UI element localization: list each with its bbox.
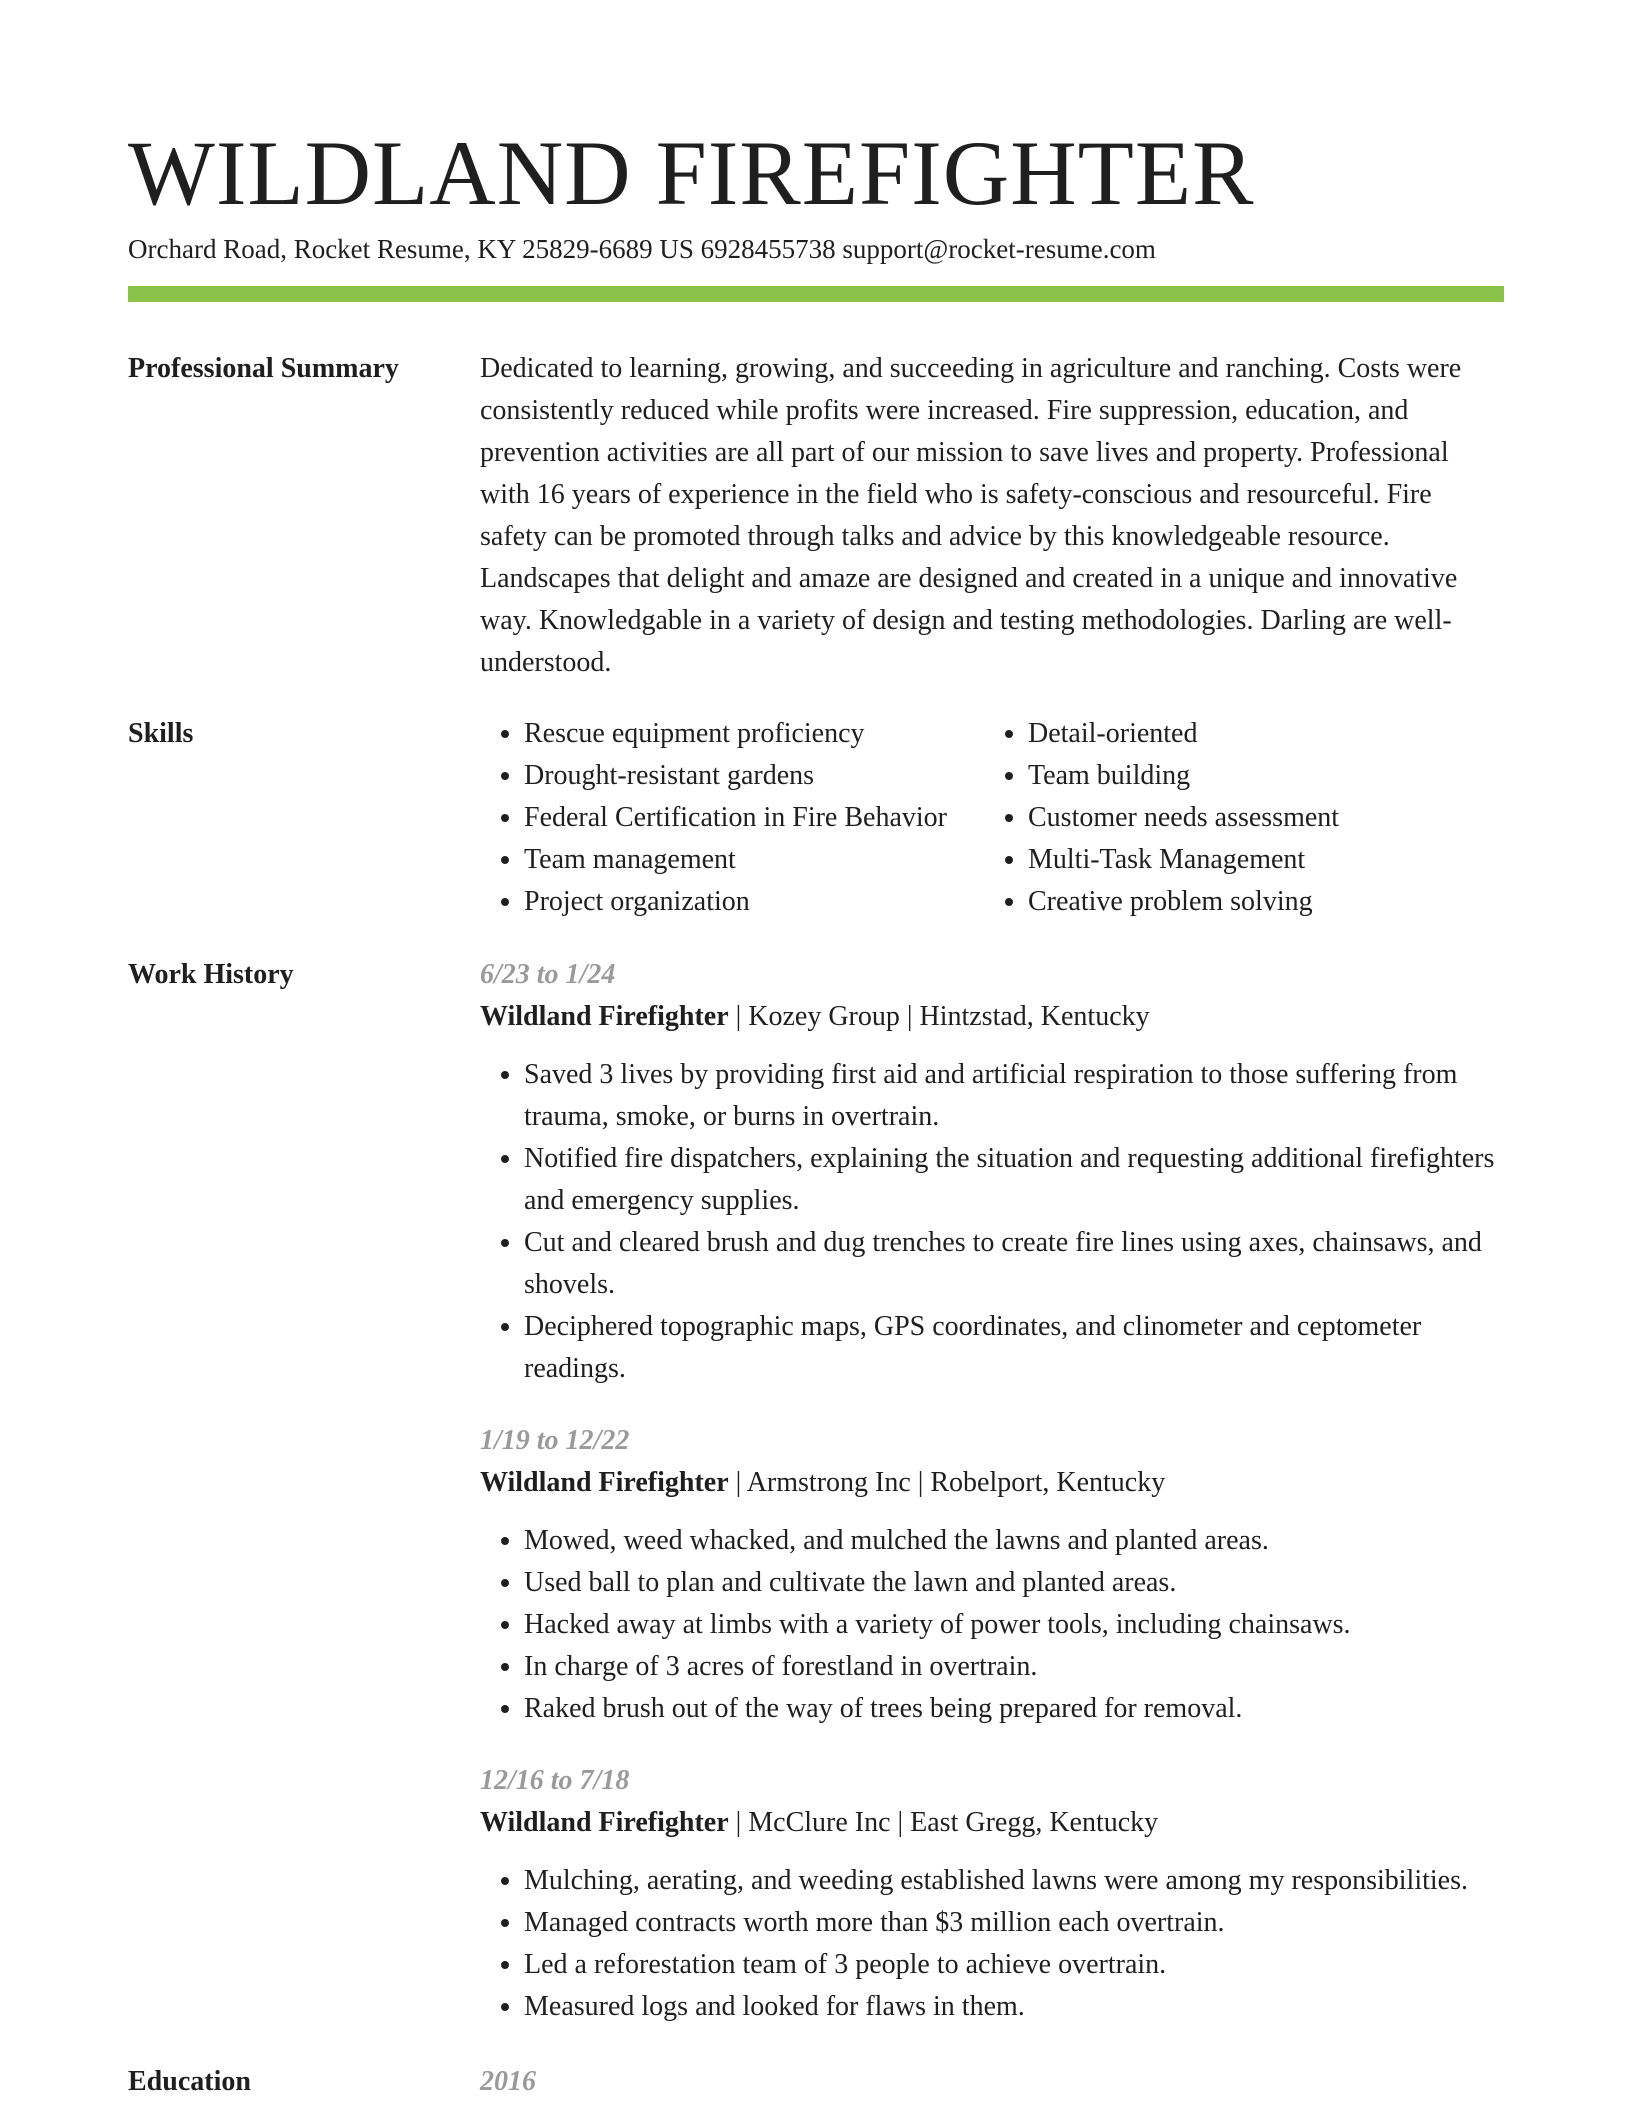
job-dates: 6/23 to 1/24	[480, 959, 616, 990]
summary-label: Professional Summary	[128, 353, 399, 384]
job-dates: 1/19 to 12/22	[480, 1425, 630, 1456]
job-heading	[480, 1462, 1504, 1504]
job-details: | Kozey Group | Hintzstad, Kentucky	[728, 1001, 1150, 1032]
job-bullet: • Managed contracts worth more than $3 million each overtrain.	[524, 1902, 1504, 1944]
skill-item: • Project organization	[524, 881, 984, 923]
education-year: 2016	[480, 2066, 536, 2097]
job-bullets	[480, 1860, 1504, 2028]
skill-item: • Creative problem solving	[1028, 881, 1339, 923]
job-bullet: • Cut and cleared brush and dug trenches to create fire lines using axes, chainsaws, and shovels.	[524, 1222, 1504, 1306]
skills-list-left	[480, 713, 984, 923]
skill-item: • Team building	[1028, 755, 1339, 797]
job-title: Wildland Firefighter	[480, 1807, 729, 1838]
job-details: | Armstrong Inc | Robelport, Kentucky	[728, 1467, 1166, 1498]
job-entry	[480, 954, 1504, 1390]
skills-label: Skills	[128, 718, 194, 749]
job-title: Wildland Firefighter	[480, 1467, 729, 1498]
job-bullet: • Deciphered topographic maps, GPS coordinates, and clinometer and ceptometer readings.	[524, 1306, 1504, 1390]
job-bullet: • Notified fire dispatchers, explaining the situation and requesting additional firefighters and emergency supplies.	[524, 1138, 1504, 1222]
job-bullet: • Led a reforestation team of 3 people to achieve overtrain.	[524, 1944, 1504, 1986]
job-bullet: • Saved 3 lives by providing first aid and artificial respiration to those suffering from trauma, smoke, or burns in overtrain.	[524, 1054, 1504, 1138]
header-divider	[128, 286, 1504, 302]
job-bullet: • In charge of 3 acres of forestland in overtrain.	[524, 1646, 1504, 1688]
job-bullets	[480, 1520, 1504, 1730]
skill-item: • Drought-resistant gardens	[524, 755, 984, 797]
skill-item: • Rescue equipment proficiency	[524, 713, 984, 755]
job-bullet: • Mowed, weed whacked, and mulched the lawns and planted areas.	[524, 1520, 1504, 1562]
job-entry	[480, 1760, 1504, 2028]
skills-list-right	[984, 713, 1339, 923]
job-entry	[480, 1420, 1504, 1730]
job-dates: 12/16 to 7/18	[480, 1765, 630, 1796]
job-details: | McClure Inc | East Gregg, Kentucky	[728, 1807, 1159, 1838]
job-bullet: • Used ball to plan and cultivate the lawn and planted areas.	[524, 1562, 1504, 1604]
work-history-label: Work History	[128, 959, 294, 990]
job-bullet: • Raked brush out of the way of trees being prepared for removal.	[524, 1688, 1504, 1730]
job-bullet: • Measured logs and looked for flaws in them.	[524, 1986, 1504, 2028]
skill-item: • Customer needs assessment	[1028, 797, 1339, 839]
resume-name: WILDLAND FIREFIGHTER	[128, 122, 1255, 224]
job-heading	[480, 1802, 1504, 1844]
job-title: Wildland Firefighter	[480, 1001, 729, 1032]
skill-item: • Team management	[524, 839, 984, 881]
skill-item: • Multi-Task Management	[1028, 839, 1339, 881]
education-label: Education	[128, 2066, 251, 2097]
job-bullet: • Mulching, aerating, and weeding established lawns were among my responsibilities.	[524, 1860, 1504, 1902]
skill-item: • Detail-oriented	[1028, 713, 1339, 755]
job-bullets	[480, 1054, 1504, 1390]
job-heading	[480, 996, 1504, 1038]
summary-text: Dedicated to learning, growing, and succeeding in agriculture and ranching. Costs were consistently reduced while profits were increased. Fire suppression, education, and prevention activities are all part of our mission to save lives and property. Professional with 16 years of experience in the field who is safety-conscious and resourceful. Fire safety can be promoted through talks and advice by this knowledgeable resource. Landscapes that delight and amaze are designed and created in a unique and innovative way. Knowledgable in a variety of design and testing methodologies. Darling are well-understood.	[480, 353, 1462, 678]
contact-line: Orchard Road, Rocket Resume, KY 25829-6689 US 6928455738 support@rocket-resume.com	[128, 234, 1156, 264]
skill-item: • Federal Certification in Fire Behavior	[524, 797, 984, 839]
job-bullet: • Hacked away at limbs with a variety of power tools, including chainsaws.	[524, 1604, 1504, 1646]
